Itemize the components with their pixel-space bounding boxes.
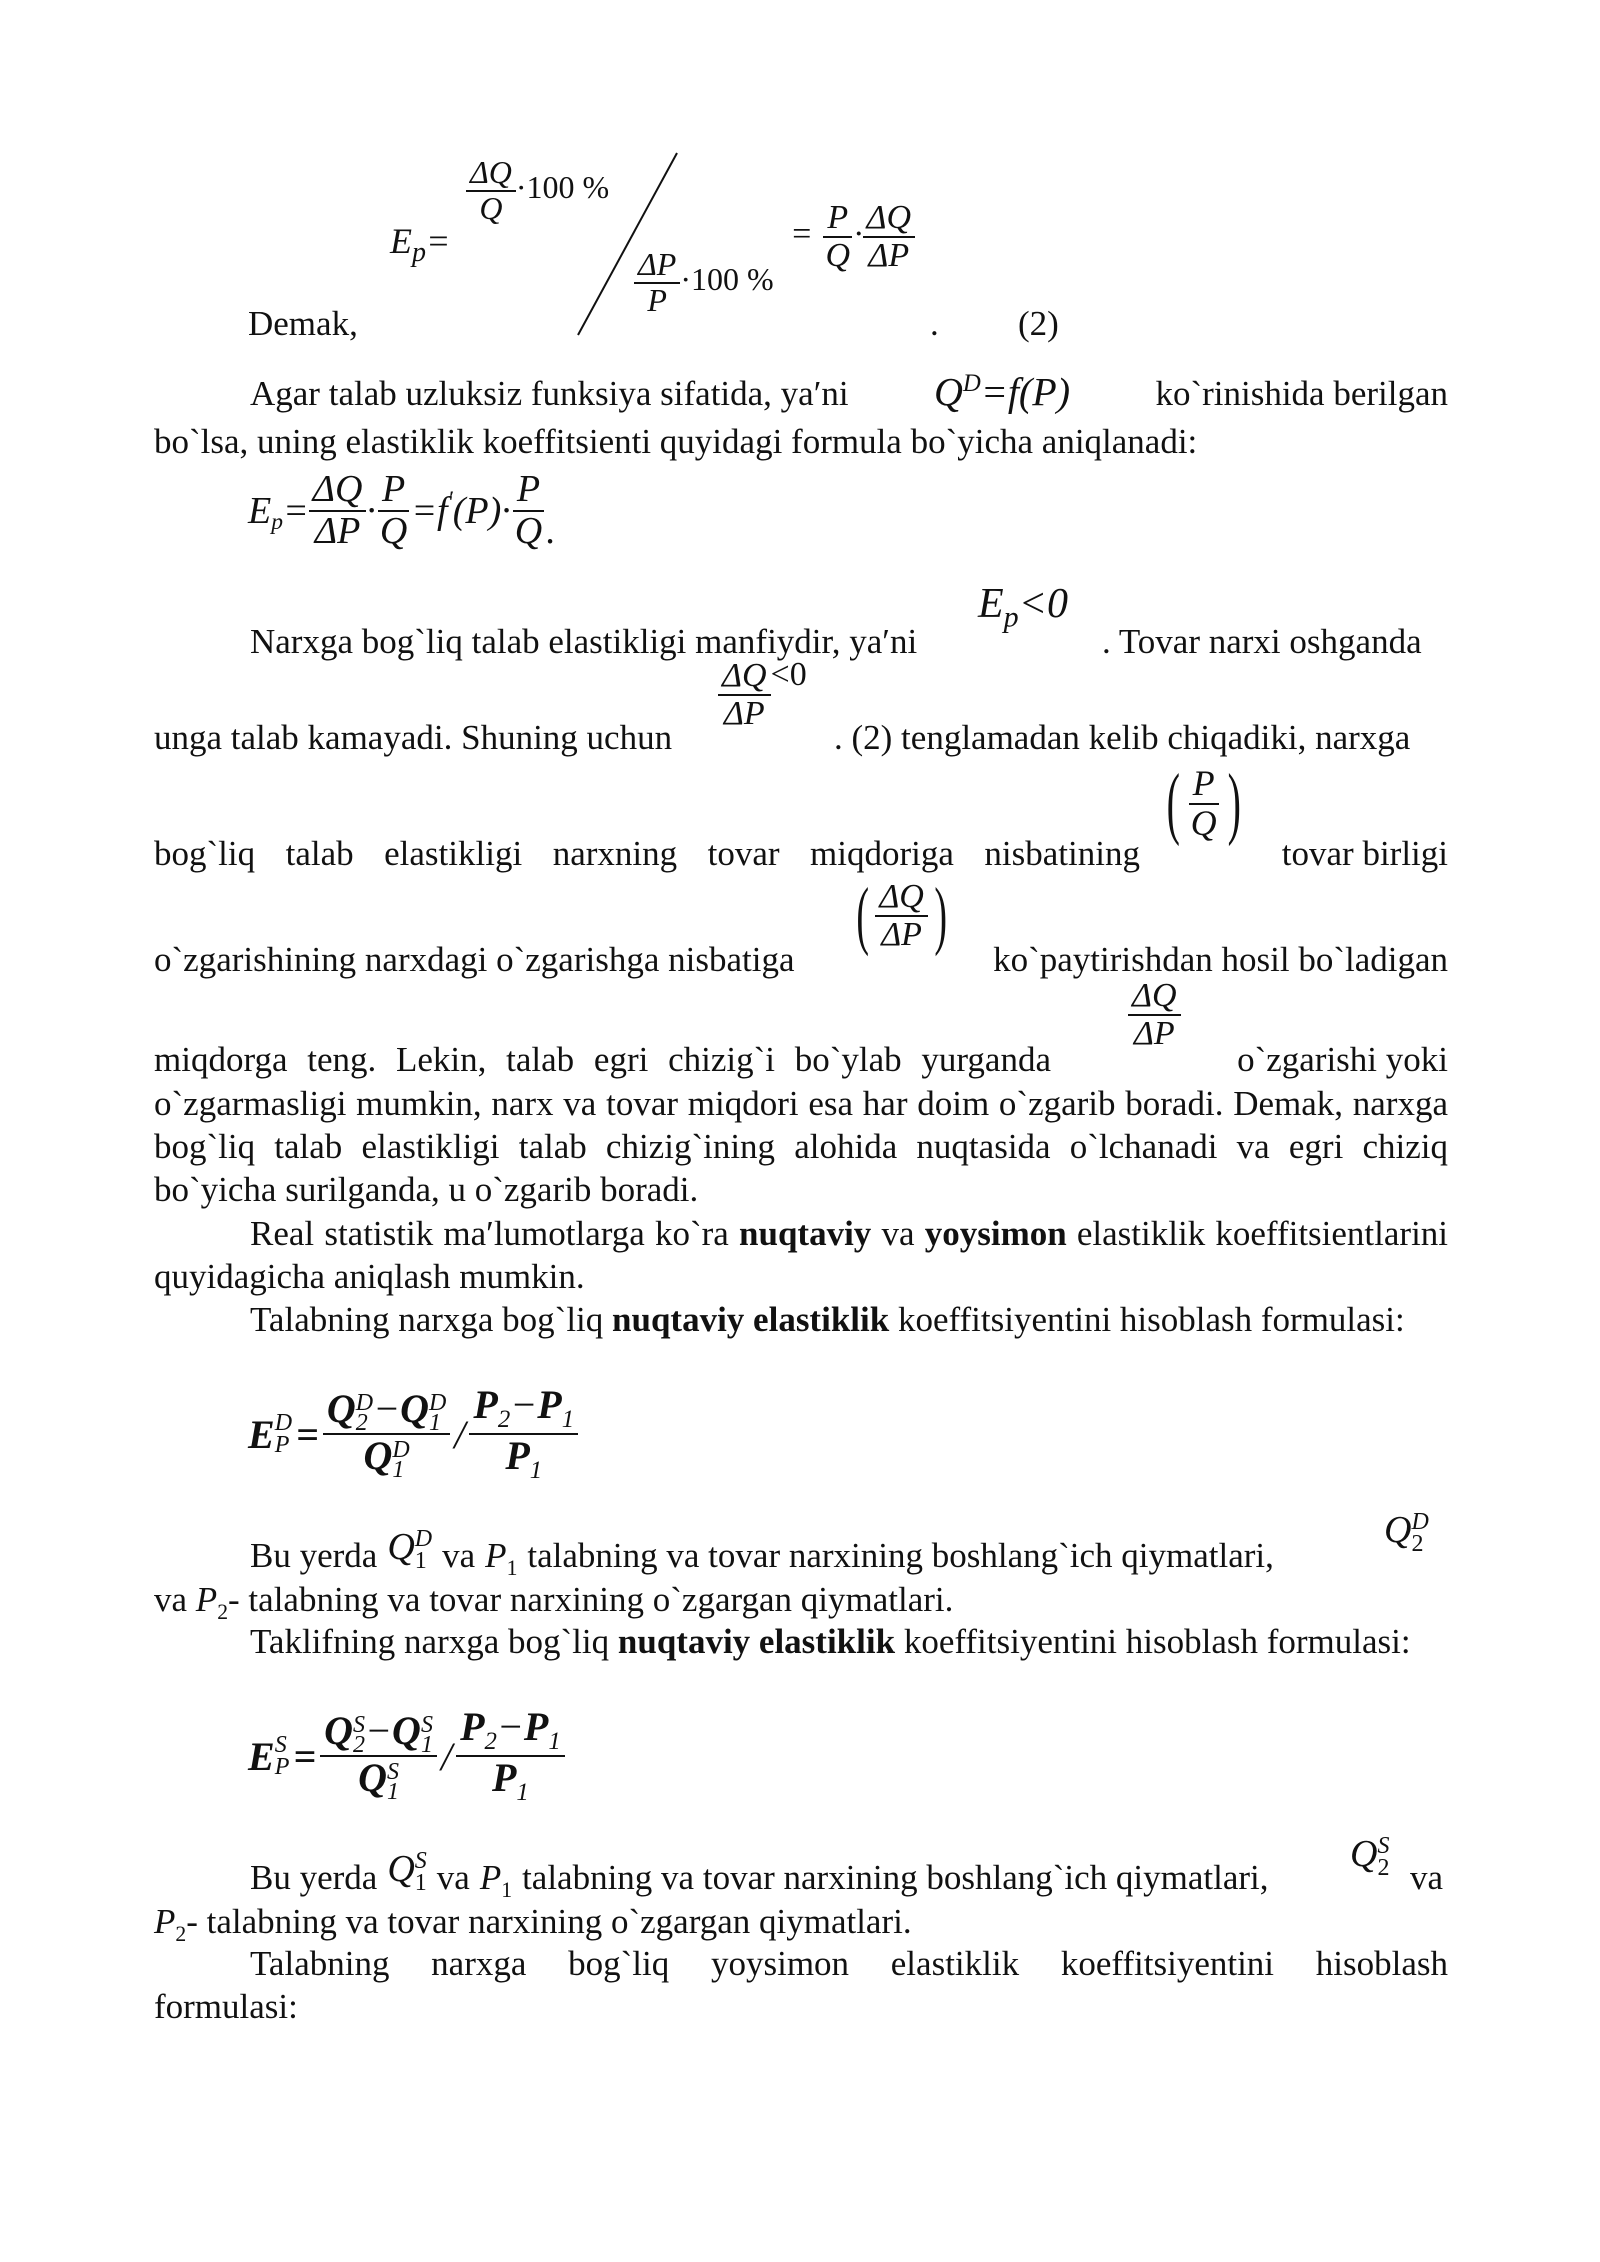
- p8: Talabning narxga bog`liq yoysimon elastiklik koeffitsiyentini hisoblash formulasi:: [154, 1944, 1448, 2026]
- p4: Talabning narxga bog`liq nuqtaviy elastiklik koeffitsiyentini hisoblash formulasi:: [250, 1300, 1405, 1339]
- eq2-lead-text: Demak,: [248, 304, 358, 343]
- eq2-numerator: $\frac{\Delta Q}{Q}$ ·100 %: [466, 156, 609, 225]
- p5-line2: va $P_2-$ talabning va tovar narxining o`zgargan qiymatlari.: [154, 1580, 954, 1624]
- p7-q2: Q S 2: [1350, 1833, 1390, 1882]
- p2-rest: o`zgarmasligi mumkin, narx va tovar miqdori esa har doim o`zgarib boradi. Demak, narxga bog`liq talab elastikligi talab chizig`ining alohida nuqtasida o`lchanadi va egri chiziq bo`yicha surilganda, u o`zgarib boradi.: [154, 1084, 1448, 1209]
- equation-demand-point-elasticity: E D P = Q D 2 −Q D 1 Q D 1 / $\frac{P_2-P_1}{P_1}$: [248, 1384, 578, 1484]
- p2-line4-fraction: ( $\frac{\Delta Q}{\Delta P}$ ): [856, 873, 947, 957]
- eq2-number: (2): [1018, 304, 1059, 343]
- p2-line5-a: miqdorga teng. Lekin, talab egri chizig`i bo`ylab yurganda: [154, 1040, 1051, 1079]
- equation-3: E $_p$ = $\frac{\Delta Q}{\Delta P}$ · $\frac{P}{Q}$ =f ′ (P) · $\frac{P}{Q}$ .: [248, 468, 556, 552]
- p2-line3-tail: tovar birligi: [1281, 834, 1448, 873]
- eq2-denominator: $\frac{\Delta P}{P}$ ·100 %: [634, 248, 774, 317]
- eq2-period: .: [930, 304, 939, 343]
- p1-formula: $Q^D=f(P)$: [934, 369, 1071, 415]
- p2-line2-fraction: $\frac{\Delta Q}{\Delta P}$ <0: [718, 658, 807, 731]
- eq2-rhs: = $\frac{P}{Q}$ · $\frac{\Delta Q}{\Delta P}$: [790, 200, 915, 273]
- p2-line2-a: unga talab kamayadi. Shuning uchun: [154, 718, 673, 757]
- p7-line2: $P_2-$ talabning va tovar narxining o`zgargan qiymatlari.: [154, 1902, 912, 1946]
- eq2-lhs: $E_p=$: [390, 221, 451, 269]
- p1-line1: Agar talab uzluksiz funksiya sifatida, ya′ni $Q^D=f(P)$ ko`rinishida berilgan: [154, 372, 1448, 423]
- p7-va: va: [1410, 1858, 1444, 1897]
- p6: Taklifning narxga bog`liq nuqtaviy elastiklik koeffitsiyentini hisoblash formulasi:: [250, 1622, 1411, 1661]
- p2-line2-b: . (2) tenglamadan kelib chiqadiki, narxga: [834, 718, 1411, 757]
- p2-line1-b: . Tovar narxi oshganda: [1102, 622, 1422, 661]
- p2-line3-fraction: ( $\frac{P}{Q}$ ): [1166, 759, 1241, 847]
- p2-line1-a: Narxga bog`liq talab elastikligi manfiydir, ya′ni: [250, 622, 918, 661]
- p2-line4-b: ko`paytirishdan hosil bo`ladigan: [993, 940, 1448, 979]
- p5-line1: Bu yerda Q D 1 va $P_1$ talabning va tovar narxining boshlang`ich qiymatlari,: [250, 1526, 1274, 1580]
- p2-inequality: $E_p<0$: [978, 581, 1068, 634]
- p7-line1: Bu yerda Q S 1 va $P_1$ talabning va tovar narxining boshlang`ich qiymatlari,: [250, 1848, 1269, 1902]
- p2-line5-b: o`zgarishi yoki: [1237, 1040, 1448, 1079]
- p3: Real statistik ma′lumotlarga ko`ra nuqtaviy va yoysimon elastiklik koeffitsientlarini quyidagicha aniqlash mumkin.: [154, 1214, 1449, 1296]
- p2-line3-a: bog`liq talab elastikligi narxning tovar miqdoriga nisbatining: [154, 834, 1140, 873]
- p2-line4-a: o`zgarishining narxdagi o`zgarishga nisbatiga: [154, 940, 795, 979]
- equation-supply-point-elasticity: E S P = Q S 2 −Q S 1 Q S 1 / $\frac{P_2-P_1}{P_1}$: [248, 1706, 565, 1806]
- p2-line5-fraction: $\frac{\Delta Q}{\Delta P}$: [1128, 978, 1181, 1051]
- p5-q2: Q D 2: [1384, 1509, 1429, 1558]
- p1-line2: bo`lsa, uning elastiklik koeffitsienti quyidagi formula bo`yicha aniqlanadi:: [154, 422, 1198, 461]
